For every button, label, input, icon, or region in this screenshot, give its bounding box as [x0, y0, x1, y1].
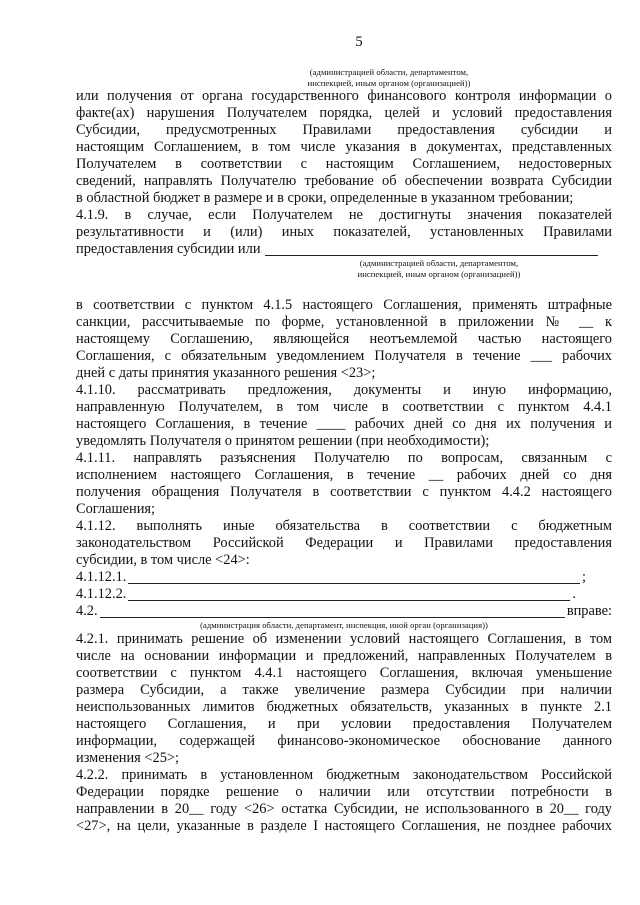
document-body [76, 34, 612, 835]
blank-field-4-1-12-1[interactable] [128, 570, 580, 584]
paragraph-4-2-2: 4.2.2. принимать в установленном бюджетным законодательством Российской Федерации порядке решение о наличии или отсутствии потребности в направлении в 20__ году <26> остатка Субсидии, не использованного в 20__ году <27>, на цели, указанные в разделе I настоящего Соглашения, не позднее рабочих [76, 766, 612, 834]
paragraph-penalties: в соответствии с пунктом 4.1.5 настоящего Соглашения, применять штрафные санкции, рассчитываемые по форме, установленной в приложении № __ к настоящему Соглашению, являющейся неотъемлемой частью настоящего Соглашения, с обязательным уведомлением Получателя в течение ___ рабочих дней с даты принятия указанного решения <23>; [76, 297, 612, 381]
item-4-1-12-2: 4.1.12.2. . [76, 586, 576, 602]
footnote-label-authority: (администрацией области, департаментом, инспекцией, иным органом (организацией)) [307, 67, 471, 88]
paragraph-intro: или получения от органа государственного финансового контроля информации о факте(ах) нарушения Получателем порядка, целей и условий предоставления Субсидии, предусмотренных Правилами предоставления субсидии и настоящим Соглашением, в том числе указания в документах, представленных Получателем в соответствии с настоящим Соглашением, недостоверных сведений, направлять Получателю требование об обеспечении возврата Субсидии в областной бюджет в размере и в сроки, определенные в указанном требовании; [76, 88, 612, 206]
footnote-label-authority-2: (администрацией области, департаментом, инспекцией, иным органом (организацией)) [357, 258, 521, 279]
paragraph-4-2-1: 4.2.1. принимать решение об изменении условий настоящего Соглашения, в том числе на основании информации и предложений, направленных Получателем в соответствии с пунктом 4.4.1 настоящего Соглашения, включая уменьшение размера Субсидии, а также увеличение размера Субсидии при наличии неиспользованных лимитов бюджетных обязательств, указанных в пункте 2.1 настоящего Соглашения, и при условии предоставления Получателем информации, содержащей финансово-экономическое обоснование данного изменения <25>; [76, 630, 612, 766]
blank-field-4-2-authority[interactable] [100, 604, 565, 618]
footnote-label-authority-3: (администрация области, департамент, инспекция, иной орган (организация)) [200, 620, 488, 630]
item-4-1-12-1: 4.1.12.1. ; [76, 569, 586, 585]
blank-field-authority[interactable] [265, 242, 598, 256]
paragraph-4-1-9: 4.1.9. в случае, если Получателем не достигнуты значения показателей результативности и (или) иных показателей, установленных Правилами предоставления субсидии или [76, 207, 612, 257]
blank-field-4-1-12-2[interactable] [128, 587, 570, 601]
paragraph-4-1-12: 4.1.12. выполнять иные обязательства в соответствии с бюджетным законодательством Российской Федерации и Правилами предоставления субсидии, в том числе <24>: [76, 518, 612, 568]
page-number: 5 [355, 34, 363, 50]
paragraph-4-1-11: 4.1.11. направлять разъяснения Получателю по вопросам, связанным с исполнением настоящего Соглашения, в течение __ рабочих дней со дня получения обращения Получателя в соответствии с пунктом 4.4.2 настоящего Соглашения; [76, 450, 612, 517]
paragraph-4-1-10: 4.1.10. рассматривать предложения, документы и иную информацию, направленную Получателем, в том числе в соответствии с пунктом 4.4.1 настоящего Соглашения, в течение ____ рабочих дней со дня их получения и уведомлять Получателя о принятом решении (при необходимости); [76, 382, 612, 449]
item-4-2: 4.2. вправе: [76, 603, 612, 619]
